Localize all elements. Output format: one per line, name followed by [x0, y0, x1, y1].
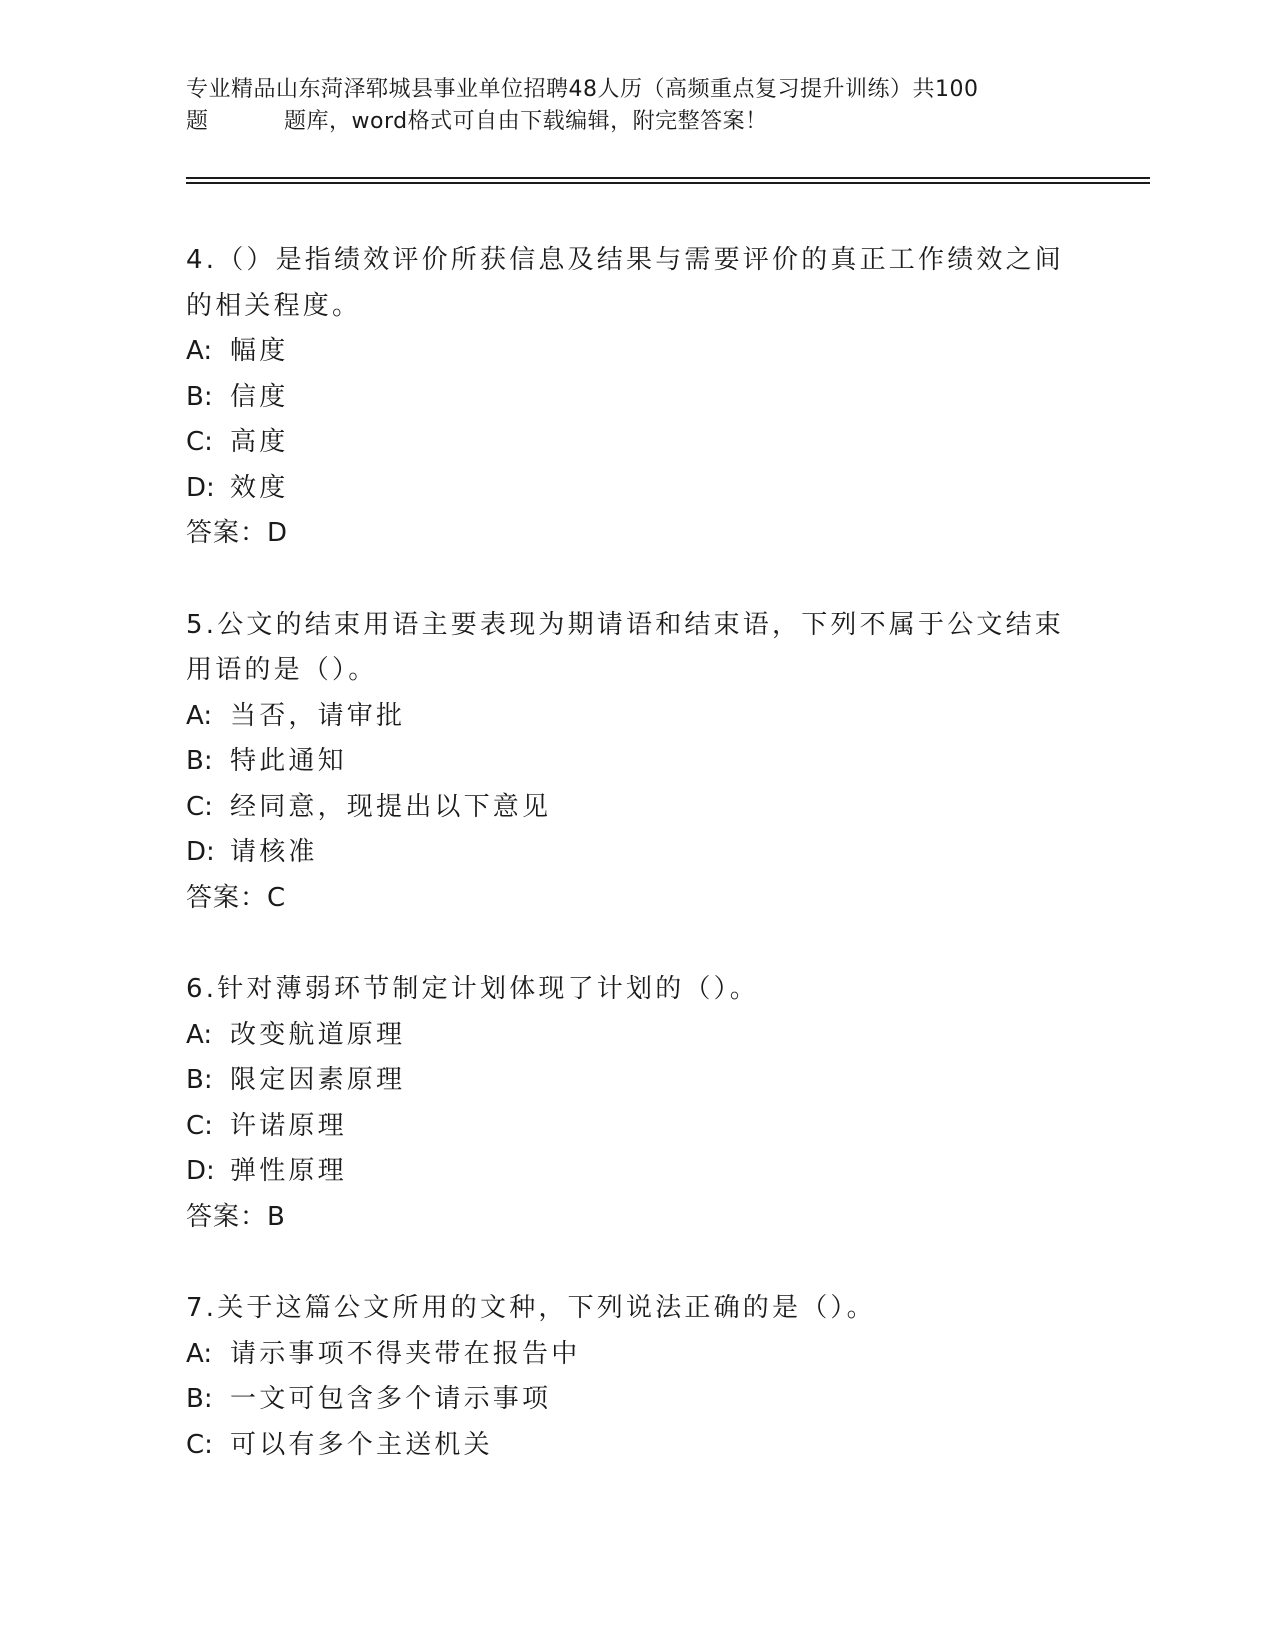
option-text: 经同意，现提出以下意见 — [230, 791, 552, 822]
option-key: A: — [186, 1019, 213, 1050]
option-text: 限定因素原理 — [230, 1065, 406, 1095]
option-a — [186, 1013, 1086, 1059]
header-title-line1: 专业精品山东菏泽郓城县事业单位招聘48人历（高频重点复习提升训练）共100 — [186, 77, 979, 102]
question-item — [186, 1286, 1086, 1468]
option-c — [186, 785, 1086, 831]
option-c — [186, 1104, 1086, 1150]
question-list — [186, 238, 1086, 1514]
question-item — [186, 967, 1086, 1240]
option-c — [186, 1423, 1086, 1469]
option-text: 一文可包含多个请示事项 — [230, 1384, 552, 1414]
option-text: 请核准 — [230, 837, 318, 867]
option-b — [186, 739, 1086, 785]
option-key: B: — [186, 1065, 213, 1095]
option-key: B: — [186, 381, 213, 412]
header-divider-bottom — [186, 182, 1150, 184]
option-a — [186, 329, 1086, 375]
option-key: A: — [186, 1338, 213, 1369]
answer-line: 答案：B — [186, 1201, 286, 1232]
header-title-line2-lead: 题 — [186, 109, 209, 134]
option-b — [186, 1058, 1086, 1104]
option-key: B: — [186, 746, 213, 776]
option-text: 许诺原理 — [230, 1110, 347, 1141]
option-b — [186, 375, 1086, 421]
option-d — [186, 466, 1086, 512]
option-key: A: — [186, 336, 213, 366]
option-key: C: — [186, 1110, 213, 1141]
option-key: C: — [186, 427, 213, 457]
option-key: C: — [186, 791, 213, 822]
option-key: B: — [186, 1384, 213, 1414]
option-text: 特此通知 — [230, 746, 347, 776]
option-b — [186, 1377, 1086, 1423]
question-stem: 4.（）是指绩效评价所获信息及结果与需要评价的真正工作绩效之间的相关程度。 — [186, 245, 1065, 321]
answer-line: 答案：C — [186, 882, 287, 913]
question-item — [186, 603, 1086, 922]
header-title-line2-rest: 题库，word格式可自由下载编辑，附完整答案！ — [284, 109, 768, 134]
option-text: 可以有多个主送机关 — [230, 1429, 493, 1460]
option-key: D: — [186, 837, 215, 867]
option-key: A: — [186, 700, 213, 731]
option-text: 信度 — [230, 381, 289, 412]
option-c — [186, 420, 1086, 466]
option-text: 幅度 — [230, 336, 289, 366]
option-text: 高度 — [230, 427, 289, 457]
option-text: 改变航道原理 — [230, 1019, 406, 1050]
option-text: 效度 — [230, 472, 289, 503]
option-text: 弹性原理 — [230, 1156, 347, 1186]
header-title-line2 — [186, 106, 1066, 138]
option-text: 请示事项不得夹带在报告中 — [230, 1338, 581, 1369]
document-header — [186, 74, 1066, 138]
option-key: D: — [186, 1156, 215, 1186]
option-a — [186, 1332, 1086, 1378]
question-stem: 6.针对薄弱环节制定计划体现了计划的（）。 — [186, 974, 760, 1004]
option-key: D: — [186, 472, 215, 503]
option-d — [186, 830, 1086, 876]
answer-line: 答案：D — [186, 518, 289, 548]
option-key: C: — [186, 1429, 213, 1460]
question-stem: 7.关于这篇公文所用的文种，下列说法正确的是（）。 — [186, 1293, 876, 1323]
question-stem: 5.公文的结束用语主要表现为期请语和结束语，下列不属于公文结束用语的是（）。 — [186, 609, 1065, 685]
option-d — [186, 1149, 1086, 1195]
option-text: 当否，请审批 — [230, 700, 406, 731]
header-divider-top — [186, 177, 1150, 179]
question-item — [186, 238, 1086, 557]
option-a — [186, 694, 1086, 740]
